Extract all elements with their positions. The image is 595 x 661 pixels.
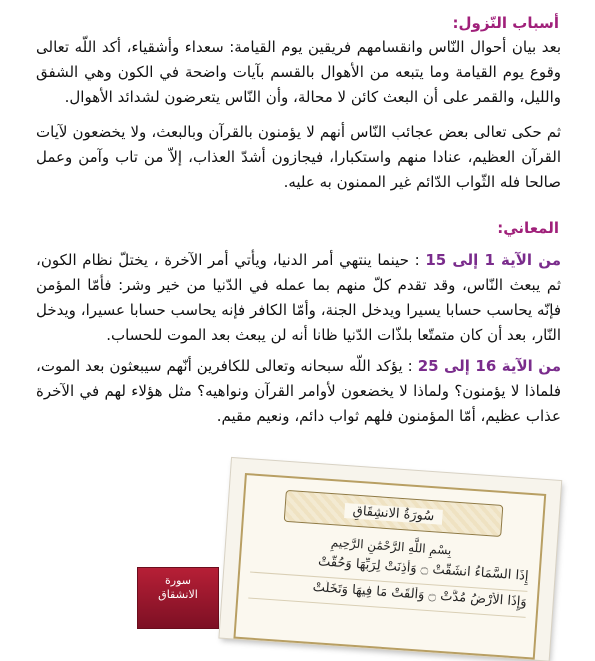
verse-line-1: إِذَا السَّمَاءُ انشَقَّتْ ۝ وَأَذِنَتْ لِرَبِّهَا وَحُقَّتْ [250,550,529,592]
mushaf-page-frame [233,473,546,660]
meanings-paragraph-2 [36,354,561,429]
meanings-heading: المعاني: [497,219,559,237]
meanings-paragraph-1-text: : حينما ينتهي أمر الدنيا، ويأتي أمر الآخرة ، يختلّ نظام الكون، ثم يبعث النّاس، وقد تقدم كلّ منهم بما عمله في الدّنيا من خير وشر: فأمّا المؤمن فإنّه يحاسب حسابا يسيرا ويدخل الجنة، وأمّا الكافر فإنه يحاسب حسابا عسيرا، ويدخل النّار، بعد أن كان متمتّعا بلذّات الدّنيا ظانا أنه لن يبعث بعد الموت للحساب. [36,251,561,344]
causes-paragraph-2: ثم حكى تعالى بعض عجائب النّاس أنهم لا يؤمنون بالقرآن وبالبعث، ولا يخضعون لآيات القرآن العظيم، عنادا منهم واستكبارا، فيجازون أشدّ العذاب، إلاّ من تاب وآمن وعمل صالحا فله الثّواب الدّائم غير الممنون به عليه. [36,123,561,191]
basmala: بِسْمِ اللَّهِ الرَّحْمَٰنِ الرَّحِيمِ [330,535,452,558]
causes-heading: أسباب النّزول: [452,14,559,32]
surah-book-cover-title [138,574,218,602]
verse-line-2: وَإِذَا الْأَرْضُ مُدَّتْ ۝ وَأَلْقَتْ مَا فِيهَا وَتَخَلَّتْ [248,576,527,618]
meanings-paragraph-2-text: : يؤكد اللّه سبحانه وتعالى للكافرين أنّهم سيبعثون بعد الموت، فلماذا لا يؤمنون؟ ولماذا لا يخضعون لأوامر القرآن ونواهيه؟ مثل هؤلاء لهم في الآخرة عذاب عظيم، أمّا المؤمنون فلهم ثواب دائم، ونعيم مقيم. [36,357,561,425]
causes-paragraph-1: بعد بيان أحوال النّاس وانقسامهم فريقين يوم القيامة: سعداء وأشقياء، أكد اللّه تعالى وقوع يوم القيامة وما يتبعه من الأهوال بالقسم بآيات واضحة في الكون وهي الشفق والليل، والقمر على أن البعث كائن لا محالة، وأن النّاس يتعرضون لشدائد الأهوال. [36,38,561,106]
mushaf-page-photo [219,458,561,661]
surah-title-frame [284,490,504,537]
surah-book-cover [137,567,219,629]
verse-range-1-15: من الآية 1 إلى 15 [425,251,561,269]
meanings-paragraph-1 [36,248,561,348]
cover-line-2: الانشقاق [158,588,198,601]
surah-title: سُورَةُ الانشِقَاقِ [344,503,443,525]
cover-line-1: سورة [165,574,191,587]
verse-range-16-25: من الآية 16 إلى 25 [417,357,561,375]
